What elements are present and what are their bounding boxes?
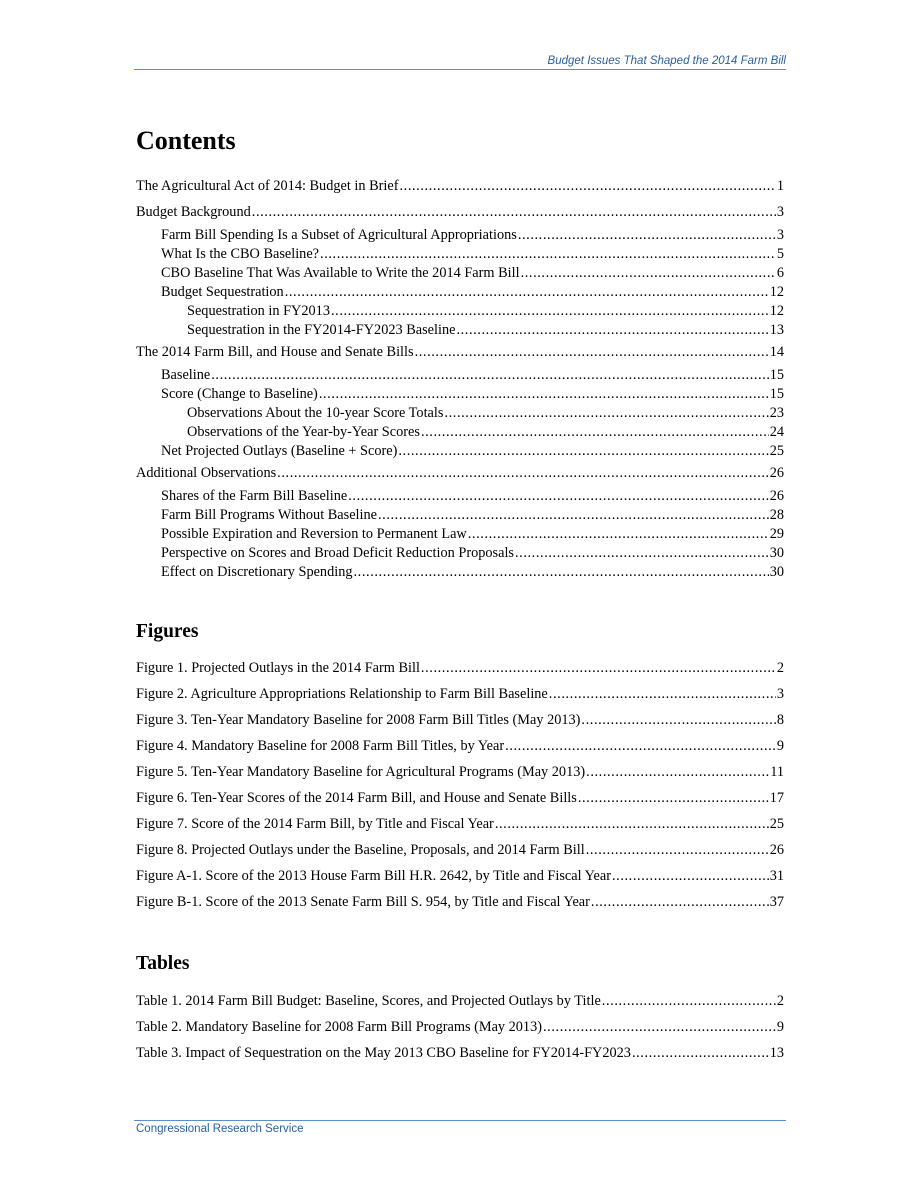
toc-entry[interactable]: Farm Bill Spending Is a Subset of Agricultural Appropriations ..... 3: [161, 226, 784, 244]
toc-entry[interactable]: Net Projected Outlays (Baseline + Score) ..... 25: [161, 442, 784, 460]
toc-entry[interactable]: Shares of the Farm Bill Baseline ..... 26: [161, 487, 784, 505]
toc-entry[interactable]: Farm Bill Programs Without Baseline ..... 28: [161, 506, 784, 524]
dot-leader: [319, 385, 769, 403]
dot-leader: [578, 789, 769, 807]
dot-leader: [331, 302, 769, 320]
toc-entry[interactable]: CBO Baseline That Was Available to Write the 2014 Farm Bill ..... 6: [161, 264, 784, 282]
dot-leader: [515, 544, 769, 562]
figures-heading: Figures: [136, 621, 199, 642]
dot-leader: [285, 283, 769, 301]
dot-leader: [398, 442, 768, 460]
dot-leader: [612, 867, 769, 885]
dot-leader: [421, 659, 776, 677]
figure-entry[interactable]: Figure 4. Mandatory Baseline for 2008 Farm Bill Titles, by Year ..... 9: [136, 737, 784, 755]
dot-leader: [399, 177, 775, 195]
figure-entry[interactable]: Figure A-1. Score of the 2013 House Farm Bill H.R. 2642, by Title and Fiscal Year ..... 31: [136, 867, 784, 885]
toc-entry[interactable]: Observations About the 10-year Score Totals ..... 23: [187, 404, 784, 422]
toc-entry[interactable]: Sequestration in the FY2014-FY2023 Baseline ..... 13: [187, 321, 784, 339]
tables-heading: Tables: [136, 953, 190, 974]
toc-entry[interactable]: The Agricultural Act of 2014: Budget in Brief ..... 1: [136, 177, 784, 195]
toc-entry[interactable]: What Is the CBO Baseline? ..... 5: [161, 245, 784, 263]
figure-entry[interactable]: Figure 1. Projected Outlays in the 2014 Farm Bill ..... 2: [136, 659, 784, 677]
toc-entry[interactable]: Baseline ..... 15: [161, 366, 784, 384]
header-divider: [134, 69, 786, 70]
figure-entry[interactable]: Figure 6. Ten-Year Scores of the 2014 Farm Bill, and House and Senate Bills ..... 17: [136, 789, 784, 807]
dot-leader: [495, 815, 769, 833]
dot-leader: [421, 423, 769, 441]
figure-entry[interactable]: Figure 2. Agriculture Appropriations Relationship to Farm Bill Baseline ..... 3: [136, 685, 784, 703]
dot-leader: [348, 487, 768, 505]
dot-leader: [521, 264, 776, 282]
dot-leader: [456, 321, 768, 339]
dot-leader: [354, 563, 769, 581]
toc-entry[interactable]: Score (Change to Baseline) ..... 15: [161, 385, 784, 403]
toc-entry[interactable]: Sequestration in FY2013 ..... 12: [187, 302, 784, 320]
dot-leader: [602, 992, 776, 1010]
running-header-title: Budget Issues That Shaped the 2014 Farm Bill: [547, 55, 786, 67]
table-entry[interactable]: Table 3. Impact of Sequestration on the May 2013 CBO Baseline for FY2014-FY2023 ..... 13: [136, 1044, 784, 1062]
toc-entry[interactable]: Perspective on Scores and Broad Deficit Reduction Proposals ..... 30: [161, 544, 784, 562]
dot-leader: [518, 226, 776, 244]
figure-entry[interactable]: Figure 8. Projected Outlays under the Baseline, Proposals, and 2014 Farm Bill ..... 26: [136, 841, 784, 859]
toc-entry[interactable]: Effect on Discretionary Spending ..... 30: [161, 563, 784, 581]
dot-leader: [586, 763, 769, 781]
dot-leader: [581, 711, 775, 729]
dot-leader: [378, 506, 769, 524]
dot-leader: [277, 464, 769, 482]
dot-leader: [468, 525, 769, 543]
toc-entry[interactable]: Observations of the Year-by-Year Scores ..... 24: [187, 423, 784, 441]
toc-entry[interactable]: Additional Observations ..... 26: [136, 464, 784, 482]
dot-leader: [632, 1044, 769, 1062]
dot-leader: [549, 685, 776, 703]
dot-leader: [320, 245, 776, 263]
toc-entry[interactable]: The 2014 Farm Bill, and House and Senate Bills ..... 14: [136, 343, 784, 361]
figure-entry[interactable]: Figure 7. Score of the 2014 Farm Bill, by Title and Fiscal Year ..... 25: [136, 815, 784, 833]
dot-leader: [211, 366, 768, 384]
dot-leader: [586, 841, 769, 859]
footer-divider: [134, 1120, 786, 1121]
contents-heading: Contents: [136, 126, 236, 155]
figure-entry[interactable]: Figure B-1. Score of the 2013 Senate Farm Bill S. 954, by Title and Fiscal Year ..... 37: [136, 893, 784, 911]
figure-entry[interactable]: Figure 3. Ten-Year Mandatory Baseline for 2008 Farm Bill Titles (May 2013) ..... 8: [136, 711, 784, 729]
dot-leader: [543, 1018, 776, 1036]
figure-entry[interactable]: Figure 5. Ten-Year Mandatory Baseline for Agricultural Programs (May 2013) ..... 11: [136, 763, 784, 781]
dot-leader: [415, 343, 769, 361]
dot-leader: [505, 737, 776, 755]
dot-leader: [252, 203, 776, 221]
table-entry[interactable]: Table 1. 2014 Farm Bill Budget: Baseline, Scores, and Projected Outlays by Title ..... 2: [136, 992, 784, 1010]
toc-entry[interactable]: Budget Sequestration ..... 12: [161, 283, 784, 301]
toc-entry[interactable]: Budget Background ..... 3: [136, 203, 784, 221]
table-entry[interactable]: Table 2. Mandatory Baseline for 2008 Farm Bill Programs (May 2013) ..... 9: [136, 1018, 784, 1036]
dot-leader: [591, 893, 769, 911]
toc-entry[interactable]: Possible Expiration and Reversion to Permanent Law ..... 29: [161, 525, 784, 543]
footer-organization: Congressional Research Service: [136, 1123, 304, 1135]
dot-leader: [444, 404, 768, 422]
